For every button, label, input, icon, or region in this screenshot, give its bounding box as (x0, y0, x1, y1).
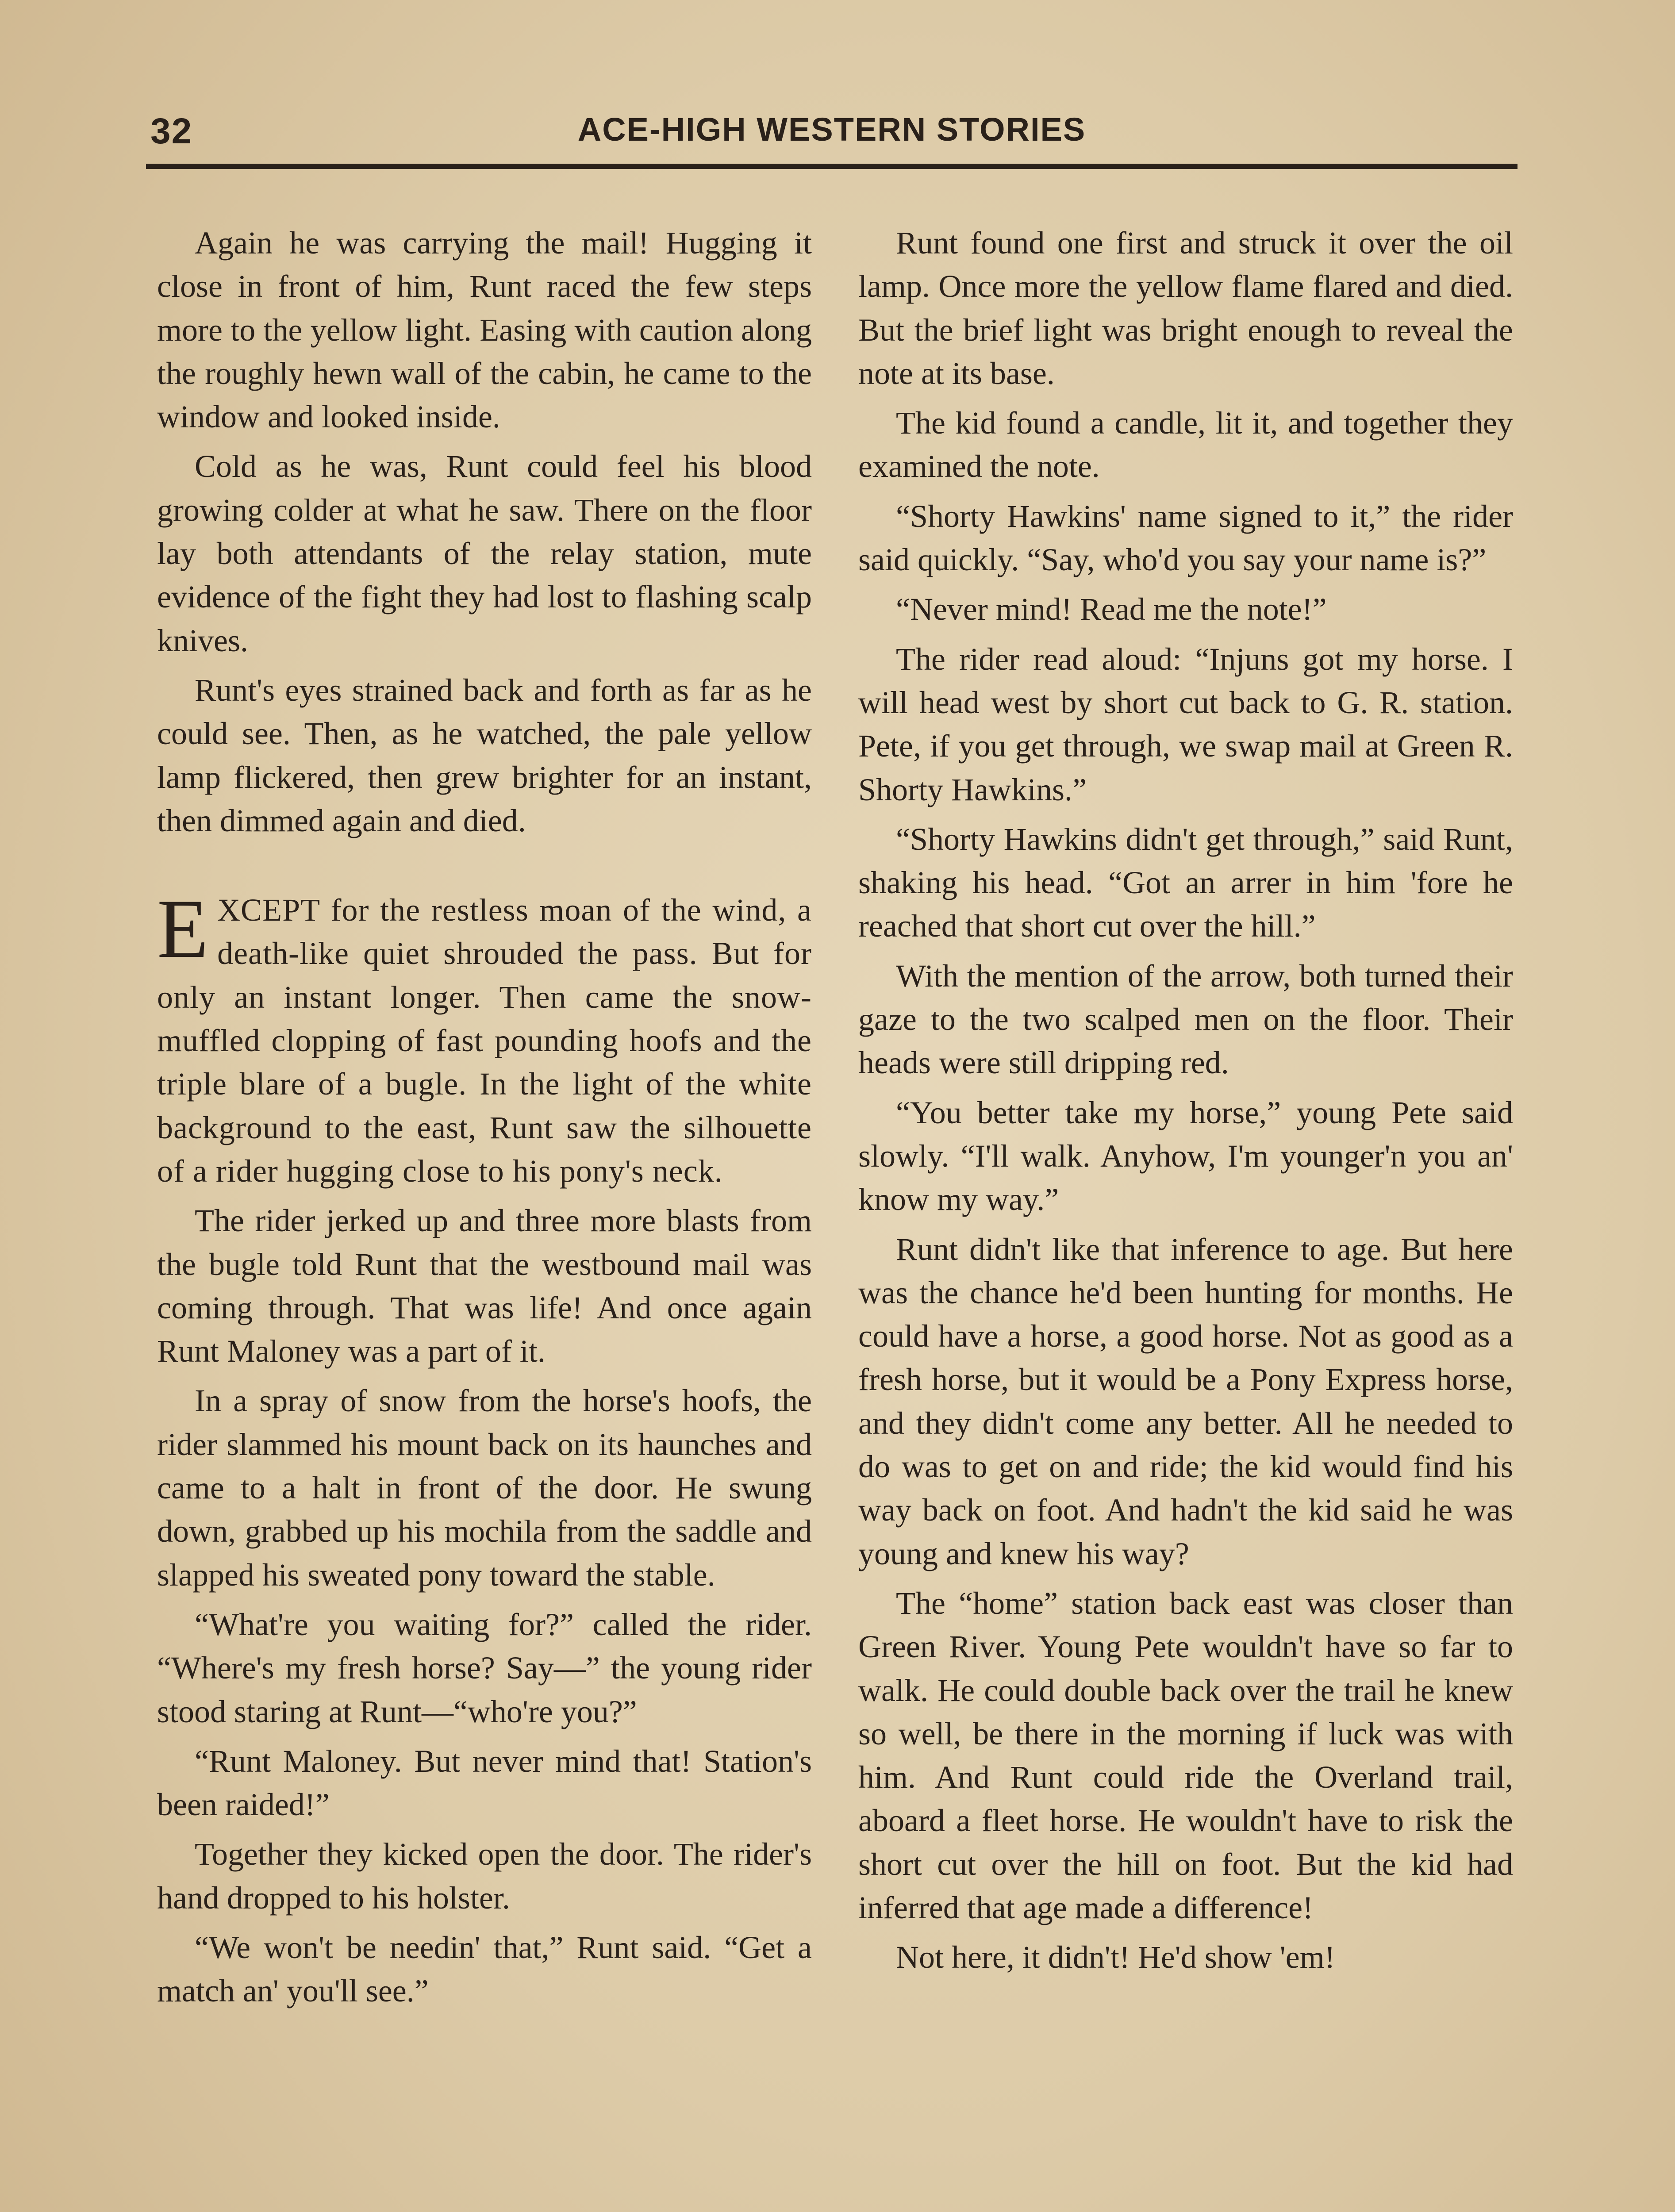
paragraph: Runt's eyes strained back and forth as far as he could see. Then, as he watched, the pale yellow lamp flickered, then grew brighter for an instant, then dimmed again and died. (157, 672, 812, 838)
page-header (146, 111, 1517, 164)
section-break (157, 849, 812, 888)
paragraph: “Shorty Hawkins didn't get through,” said Runt, shaking his head. “Got an arrer in him 'fore he reached that short cut over the hill.” (858, 821, 1513, 944)
paragraph: The rider jerked up and three more blasts from the bugle told Runt that the westbound mail was coming through. That was life! And once again Runt Maloney was a part of it. (157, 1203, 812, 1369)
paragraph: With the mention of the arrow, both turned their gaze to the two scalped men on the floor. Their heads were still dripping red. (858, 958, 1513, 1081)
paragraph: “Never mind! Read me the note!” (896, 591, 1327, 627)
right-column (858, 221, 1513, 1985)
left-column (157, 221, 812, 2019)
paragraph: Again he was carrying the mail! Hugging it close in front of him, Runt raced the few steps more to the yellow light. Easing with caution along the roughly hewn wall of the cabin, he came to the window and looked inside. (157, 225, 812, 435)
dropcap-paragraph-text: XCEPT for the restless moan of the wind, a death-like quiet shrouded the pass. But for only an instant longer. Then came the snow-muffled clopping of fast pounding hoofs and the triple blare of a bugle. In the light of the white background to the east, Runt saw the silhouette of a rider hugging close to his pony's neck. (157, 892, 812, 1189)
paragraph: “We won't be needin' that,” Runt said. “Get a match an' you'll see.” (157, 1929, 812, 2009)
paragraph: “You better take my horse,” young Pete said slowly. “I'll walk. Anyhow, I'm younger'n you an' know my way.” (858, 1094, 1513, 1217)
paragraph: The “home” station back east was closer than Green River. Young Pete wouldn't have so far to walk. He could double back over the trail he knew so well, be there in the morning if luck was with him. And Runt could ride the Overland trail, aboard a fleet horse. He wouldn't have to risk the short cut over the hill on foot. But the kid had inferred that age made a difference! (858, 1585, 1513, 1925)
paragraph: The rider read aloud: “Injuns got my horse. I will head west by short cut back to G. R. station. Pete, if you get through, we swap mail at Green R. Shorty Hawkins.” (858, 641, 1513, 807)
page-number: 32 (150, 111, 193, 151)
header-rule (146, 164, 1517, 169)
paragraph: “What're you waiting for?” called the rider. “Where's my fresh horse? Say—” the young rider stood staring at Runt—“who're you?” (157, 1606, 812, 1729)
paragraph: Runt found one first and struck it over the oil lamp. Once more the yellow flame flared and died. But the brief light was bright enough to reveal the note at its base. (858, 225, 1513, 391)
running-head: ACE-HIGH WESTERN STORIES (577, 111, 1086, 148)
drop-cap: E (157, 883, 209, 976)
paragraph: The kid found a candle, lit it, and together they examined the note. (858, 405, 1513, 484)
dropcap-paragraph (157, 883, 812, 1193)
paragraph: In a spray of snow from the horse's hoofs, the rider slammed his mount back on its haunches and came to a halt in front of the door. He swung down, grabbed up his mochila from the saddle and slapped his sweated pony toward the stable. (157, 1383, 812, 1593)
paragraph: “Runt Maloney. But never mind that! Station's been raided!” (157, 1743, 812, 1823)
paragraph: Runt didn't like that inference to age. But here was the chance he'd been hunting for months. He could have a horse, a good horse. Not as good as a fresh horse, but it would be a Pony Express horse, and they didn't come any better. All he needed to do was to get on and ride; the kid would find his way back on foot. And hadn't the kid said he was young and knew his way? (858, 1231, 1513, 1571)
paragraph: Cold as he was, Runt could feel his blood growing colder at what he saw. There on the floor lay both attendants of the relay station, mute evidence of the fight they had lost to flashing scalp knives. (157, 449, 812, 658)
paragraph: Together they kicked open the door. The rider's hand dropped to his holster. (157, 1836, 812, 1916)
paragraph: Not here, it didn't! He'd show 'em! (896, 1939, 1335, 1975)
paragraph: “Shorty Hawkins' name signed to it,” the rider said quickly. “Say, who'd you say your name is?” (858, 498, 1513, 578)
